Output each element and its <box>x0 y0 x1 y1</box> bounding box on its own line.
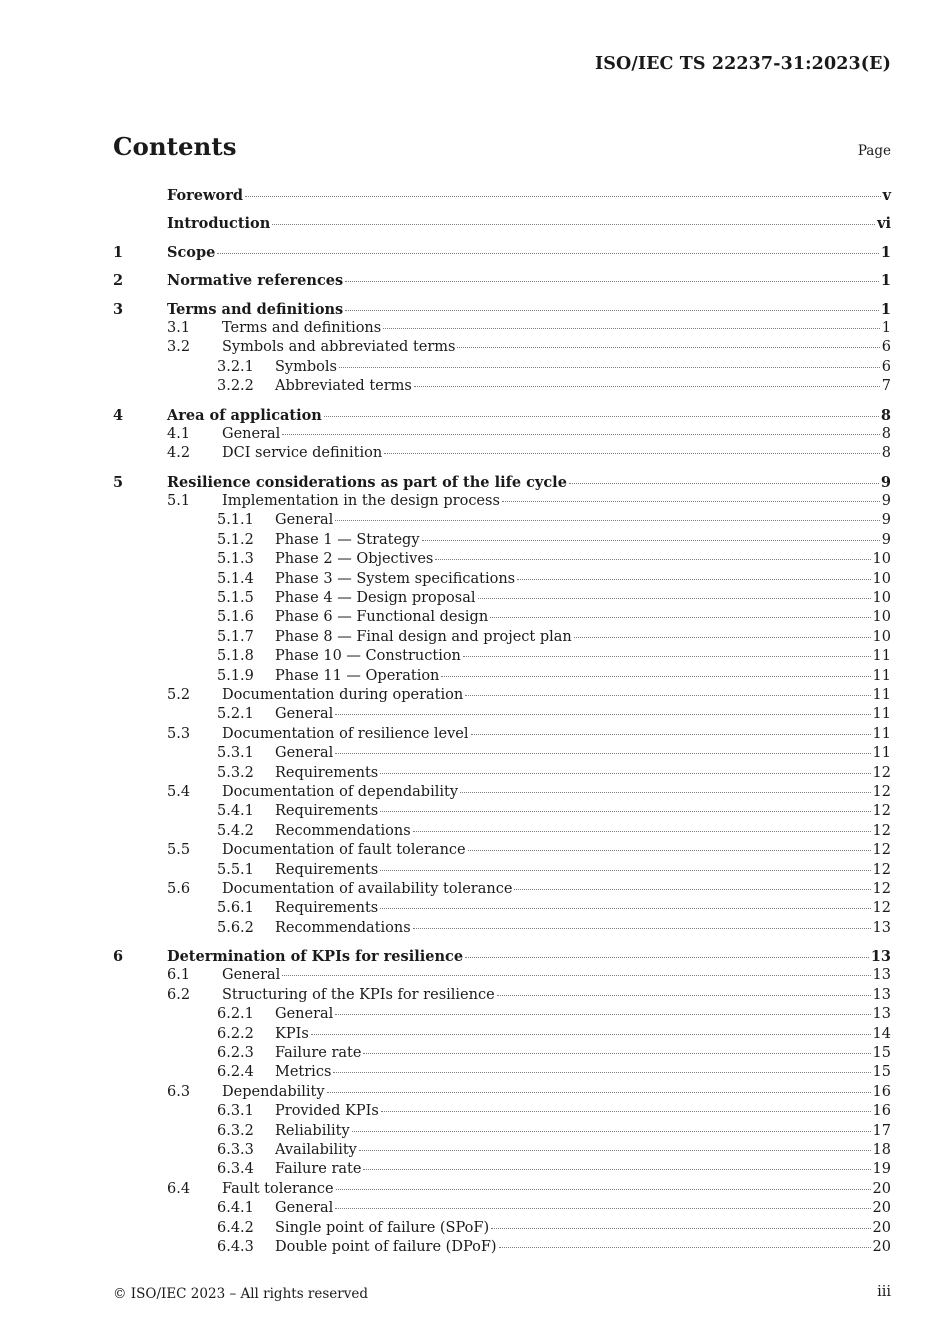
toc-entry-title: Terms and definitions <box>167 300 344 318</box>
toc-entry[interactable] <box>113 473 891 492</box>
dot-leader <box>457 347 879 348</box>
toc-entry-number: 5.1.2 <box>217 531 254 548</box>
toc-entry[interactable] <box>113 406 891 425</box>
toc-entry-title: Failure rate <box>275 1161 362 1178</box>
toc-entry-page: 6 <box>881 339 891 356</box>
toc-entry[interactable] <box>113 570 891 589</box>
toc-entry-page: 1 <box>880 243 891 261</box>
toc-entry-page: 8 <box>880 406 891 424</box>
toc-entry[interactable] <box>113 1025 891 1044</box>
dot-leader <box>435 559 870 560</box>
toc-entry-page: 12 <box>872 900 891 917</box>
toc-entry-title: Phase 10 — Construction <box>275 648 461 665</box>
toc-entry-number: 4.2 <box>167 445 191 462</box>
toc-entry-number: 5.3 <box>167 725 191 742</box>
dot-leader <box>335 714 870 715</box>
dot-leader <box>478 598 871 599</box>
toc-entry-title: Double point of failure (DPoF) <box>275 1238 497 1255</box>
toc-entry-number: 6.2.2 <box>217 1025 254 1042</box>
toc-entry[interactable] <box>113 271 891 290</box>
toc-entry-title: Phase 11 — Operation <box>275 667 440 684</box>
toc-entry-title: Introduction <box>167 215 271 233</box>
toc-entry-number: 6.4.3 <box>217 1238 254 1255</box>
toc-entry[interactable] <box>113 919 891 938</box>
dot-leader <box>574 637 871 638</box>
dot-leader <box>380 811 870 812</box>
dot-leader <box>441 676 870 677</box>
dot-leader <box>465 695 870 696</box>
toc-entry-number: 5.3.2 <box>217 764 254 781</box>
toc-entry-title: Area of application <box>167 406 322 424</box>
toc-entry-number: 5.3.1 <box>217 745 254 762</box>
toc-entry[interactable] <box>113 444 891 463</box>
dot-leader <box>335 753 870 754</box>
toc-entry-number: 6.3.4 <box>217 1161 254 1178</box>
toc-entry-number: 6 <box>113 948 124 966</box>
toc-entry[interactable] <box>113 1122 891 1141</box>
toc-entry[interactable] <box>113 1063 891 1082</box>
toc-entry[interactable] <box>113 822 891 841</box>
toc-entry-title: Abbreviated terms <box>275 378 412 395</box>
dot-leader <box>491 1228 870 1229</box>
toc-entry[interactable] <box>113 686 891 705</box>
toc-entry-page: 6 <box>881 358 891 375</box>
toc-entry-title: Phase 4 — Design proposal <box>275 590 476 607</box>
toc-entry-title: Implementation in the design process <box>222 493 500 510</box>
toc-entry[interactable] <box>113 531 891 550</box>
toc-entry-page: 9 <box>881 512 891 529</box>
toc-entry-number: 4 <box>113 406 124 424</box>
dot-leader <box>327 1092 871 1093</box>
dot-leader <box>460 792 871 793</box>
toc-entry-page: 10 <box>872 570 891 587</box>
dot-leader <box>463 656 871 657</box>
toc-entry[interactable] <box>113 358 891 377</box>
toc-entry-number: 5 <box>113 473 124 491</box>
toc-entry-number: 6.4.1 <box>217 1200 254 1217</box>
toc-entry-number: 5.4.2 <box>217 822 254 839</box>
toc-entry[interactable] <box>113 725 891 744</box>
dot-leader <box>465 957 869 958</box>
toc-entry-number: 6.4 <box>167 1180 191 1197</box>
toc-entry-number: 5.6.1 <box>217 900 254 917</box>
dot-leader <box>245 196 881 197</box>
toc-entry-title: Symbols and abbreviated terms <box>222 339 456 356</box>
toc-entry-title: Symbols <box>275 358 337 375</box>
toc-entry-title: Requirements <box>275 764 379 781</box>
toc-entry-number: 6.2.4 <box>217 1064 254 1081</box>
dot-leader <box>380 870 870 871</box>
toc-entry[interactable] <box>113 802 891 821</box>
copyright-notice: © ISO/IEC 2023 – All rights reserved <box>113 1286 368 1302</box>
toc-entry-number: 6.3.3 <box>217 1141 254 1158</box>
toc-entry-page: 14 <box>872 1025 891 1042</box>
toc-entry-number: 6.2 <box>167 986 191 1003</box>
toc-entry-title: Failure rate <box>275 1045 362 1062</box>
toc-entry-page: 20 <box>872 1238 891 1255</box>
toc-entry-page: 10 <box>872 551 891 568</box>
toc-entry[interactable] <box>113 899 891 918</box>
toc-entry-page: 10 <box>872 609 891 626</box>
dot-leader <box>272 224 875 225</box>
dot-leader <box>363 1169 870 1170</box>
toc-entry-number: 3.2 <box>167 339 191 356</box>
toc-entry-title: Fault tolerance <box>222 1180 334 1197</box>
toc-entry-page: 15 <box>872 1045 891 1062</box>
toc-entry-page: 18 <box>872 1141 891 1158</box>
toc-entry-title: Foreword <box>167 187 243 204</box>
toc-entry[interactable] <box>113 764 891 783</box>
dot-leader <box>363 1053 870 1054</box>
toc-entry-title: Metrics <box>275 1064 332 1081</box>
toc-entry-number: 6.3.2 <box>217 1122 254 1139</box>
toc-entry[interactable] <box>113 589 891 608</box>
toc-entry[interactable] <box>113 1199 891 1218</box>
toc-entry-title: Structuring of the KPIs for resilience <box>222 986 495 1003</box>
toc-entry-number: 6.4.2 <box>217 1219 254 1236</box>
dot-leader <box>468 850 871 851</box>
toc-entry-title: Availability <box>275 1141 357 1158</box>
toc-entry-title: Documentation of availability tolerance <box>222 880 513 897</box>
dot-leader <box>383 328 880 329</box>
toc-entry[interactable] <box>113 1180 891 1199</box>
toc-entry-page: 1 <box>881 319 891 336</box>
toc-entry-number: 5.1.7 <box>217 628 254 645</box>
dot-leader <box>333 1072 870 1073</box>
toc-entry-page: 11 <box>872 725 891 742</box>
contents-title: Contents <box>113 132 237 161</box>
toc-entry-number: 5.1.4 <box>217 570 254 587</box>
toc-entry[interactable] <box>113 1005 891 1024</box>
toc-entry[interactable] <box>113 243 891 262</box>
toc-entry[interactable] <box>113 186 891 205</box>
toc-entry-title: General <box>222 425 281 442</box>
toc-entry-number: 5.1.6 <box>217 609 254 626</box>
toc-entry-title: Determination of KPIs for resilience <box>167 948 464 966</box>
toc-entry-number: 5.1 <box>167 493 191 510</box>
toc-entry[interactable] <box>113 214 891 233</box>
toc-entry-page: 15 <box>872 1064 891 1081</box>
toc-entry-title: General <box>275 745 334 762</box>
dot-leader <box>499 1247 871 1248</box>
toc-entry-page: vi <box>877 215 891 233</box>
toc-entry-title: Single point of failure (SPoF) <box>275 1219 490 1236</box>
toc-entry-number: 5.1.8 <box>217 648 254 665</box>
toc-entry[interactable] <box>113 1160 891 1179</box>
toc-entry[interactable] <box>113 338 891 357</box>
toc-entry-page: 11 <box>872 745 891 762</box>
toc-entry-title: Recommendations <box>275 919 411 936</box>
toc-entry-title: Documentation of resilience level <box>222 725 469 742</box>
dot-leader <box>569 483 879 484</box>
toc-entry-page: 1 <box>880 300 891 318</box>
toc-entry-page: 20 <box>872 1200 891 1217</box>
toc-entry-title: Requirements <box>275 861 379 878</box>
toc-entry-number: 2 <box>113 272 124 290</box>
toc-entry-number: 5.4.1 <box>217 803 254 820</box>
toc-entry-title: Dependability <box>222 1083 325 1100</box>
toc-entry-page: 12 <box>872 842 891 859</box>
toc-entry-number: 5.2.1 <box>217 706 254 723</box>
toc-entry[interactable] <box>113 647 891 666</box>
toc-entry-title: KPIs <box>275 1025 309 1042</box>
toc-entry-page: 13 <box>872 919 891 936</box>
toc-entry-page: 11 <box>872 706 891 723</box>
toc-entry-page: 16 <box>872 1083 891 1100</box>
toc-entry-title: Scope <box>167 243 216 261</box>
toc-entry[interactable] <box>113 861 891 880</box>
toc-entry-page: 13 <box>872 1006 891 1023</box>
toc-entry-number: 6.3 <box>167 1083 191 1100</box>
toc-entry-page: 9 <box>881 493 891 510</box>
dot-leader <box>413 831 871 832</box>
toc-entry-page: 12 <box>872 803 891 820</box>
dot-leader <box>345 310 879 311</box>
dot-leader <box>352 1131 871 1132</box>
toc-entry-number: 5.4 <box>167 783 191 800</box>
toc-entry[interactable] <box>113 744 891 763</box>
toc-entry-page: 12 <box>872 861 891 878</box>
toc-entry[interactable] <box>113 705 891 724</box>
toc-entry-title: Documentation of dependability <box>222 783 459 800</box>
toc-entry[interactable] <box>113 425 891 444</box>
dot-leader <box>217 253 879 254</box>
toc-entry[interactable] <box>113 1238 891 1257</box>
page-column-label: Page <box>857 143 891 159</box>
document-id: ISO/IEC TS 22237-31:2023(E) <box>594 54 891 74</box>
toc-entry[interactable] <box>113 1219 891 1238</box>
toc-entry-title: Provided KPIs <box>275 1103 379 1120</box>
toc-entry-page: 7 <box>881 378 891 395</box>
dot-leader <box>359 1150 871 1151</box>
dot-leader <box>335 520 879 521</box>
dot-leader <box>282 434 879 435</box>
toc-entry[interactable] <box>113 628 891 647</box>
toc-entry[interactable] <box>113 1102 891 1121</box>
toc-entry-title: Phase 2 — Objectives <box>275 551 434 568</box>
toc-entry[interactable] <box>113 492 891 511</box>
toc-entry[interactable] <box>113 986 891 1005</box>
toc-entry-number: 5.2 <box>167 686 191 703</box>
toc-entry-page: 16 <box>872 1103 891 1120</box>
toc-entry[interactable] <box>113 667 891 686</box>
toc-entry-title: General <box>275 706 334 723</box>
toc-entry-number: 5.6 <box>167 880 191 897</box>
toc-entry-number: 3.2.2 <box>217 378 254 395</box>
toc-entry-number: 6.1 <box>167 967 191 984</box>
toc-entry-title: Requirements <box>275 803 379 820</box>
toc-entry-title: Phase 3 — System specifications <box>275 570 516 587</box>
toc-entry-page: 20 <box>872 1180 891 1197</box>
dot-leader <box>339 367 880 368</box>
toc-entry-page: 19 <box>872 1161 891 1178</box>
toc-entry-title: Documentation of fault tolerance <box>222 842 466 859</box>
toc-entry-page: 8 <box>881 425 891 442</box>
toc-entry-number: 5.1.9 <box>217 667 254 684</box>
toc-entry-page: 12 <box>872 764 891 781</box>
toc-entry-page: 11 <box>872 667 891 684</box>
toc-entry-page: 9 <box>880 473 891 491</box>
toc-entry-number: 3.2.1 <box>217 358 254 375</box>
toc-entry-page: v <box>882 187 891 204</box>
toc-entry-page: 13 <box>872 986 891 1003</box>
toc-entry-number: 5.1.3 <box>217 551 254 568</box>
toc-entry-page: 10 <box>872 590 891 607</box>
dot-leader <box>324 416 879 417</box>
dot-leader <box>311 1034 871 1035</box>
toc-entry-number: 5.5.1 <box>217 861 254 878</box>
dot-leader <box>422 540 880 541</box>
toc-entry[interactable] <box>113 966 891 985</box>
toc-entry-page: 12 <box>872 880 891 897</box>
toc-entry-number: 5.1.5 <box>217 590 254 607</box>
toc-entry[interactable] <box>113 377 891 396</box>
toc-entry-title: Resilience considerations as part of the life cycle <box>167 473 567 491</box>
toc-entry[interactable] <box>113 511 891 530</box>
toc-entry-page: 8 <box>881 445 891 462</box>
toc-entry-title: Phase 1 — Strategy <box>275 531 420 548</box>
toc-entry[interactable] <box>113 1044 891 1063</box>
dot-leader <box>335 1014 870 1015</box>
toc-entry-title: Phase 8 — Final design and project plan <box>275 628 572 645</box>
dot-leader <box>345 281 879 282</box>
dot-leader <box>490 617 870 618</box>
toc-entry-page: 13 <box>870 948 891 966</box>
toc-entry[interactable] <box>113 550 891 569</box>
toc-entry-number: 4.1 <box>167 425 191 442</box>
toc-entry-page: 11 <box>872 686 891 703</box>
dot-leader <box>336 1189 871 1190</box>
dot-leader <box>282 975 870 976</box>
toc-entry-page: 9 <box>881 531 891 548</box>
dot-leader <box>471 734 871 735</box>
toc-entry-number: 5.1.1 <box>217 512 254 529</box>
toc-entry-title: General <box>275 512 334 529</box>
toc-entry[interactable] <box>113 319 891 338</box>
toc-entry[interactable] <box>113 880 891 899</box>
dot-leader <box>414 386 880 387</box>
dot-leader <box>335 1208 870 1209</box>
toc-entry-title: Recommendations <box>275 822 411 839</box>
toc-entry-page: 10 <box>872 628 891 645</box>
toc-entry-title: General <box>275 1006 334 1023</box>
toc-entry[interactable] <box>113 608 891 627</box>
toc-entry-page: 20 <box>872 1219 891 1236</box>
toc-entry[interactable] <box>113 947 891 966</box>
dot-leader <box>381 1111 871 1112</box>
toc-entry-page: 13 <box>872 967 891 984</box>
toc-entry-page: 1 <box>880 272 891 290</box>
table-of-contents <box>113 186 891 1257</box>
toc-entry-number: 5.5 <box>167 842 191 859</box>
dot-leader <box>380 908 870 909</box>
toc-entry[interactable] <box>113 1141 891 1160</box>
toc-entry-title: Requirements <box>275 900 379 917</box>
toc-entry-number: 5.6.2 <box>217 919 254 936</box>
toc-entry[interactable] <box>113 300 891 319</box>
toc-entry-number: 6.2.1 <box>217 1006 254 1023</box>
toc-entry-title: Phase 6 — Functional design <box>275 609 489 626</box>
dot-leader <box>413 928 871 929</box>
toc-entry-title: Terms and definitions <box>222 319 382 336</box>
toc-entry-number: 6.2.3 <box>217 1045 254 1062</box>
dot-leader <box>502 501 880 502</box>
dot-leader <box>384 453 880 454</box>
toc-entry-title: General <box>275 1200 334 1217</box>
toc-entry[interactable] <box>113 1083 891 1102</box>
toc-entry-page: 12 <box>872 783 891 800</box>
toc-entry-title: Normative references <box>167 272 344 290</box>
page-number: iii <box>877 1284 891 1300</box>
toc-entry-title: DCI service definition <box>222 445 383 462</box>
toc-entry[interactable] <box>113 841 891 860</box>
toc-entry-page: 12 <box>872 822 891 839</box>
toc-entry-title: General <box>222 967 281 984</box>
dot-leader <box>517 579 870 580</box>
toc-entry-number: 3 <box>113 300 124 318</box>
toc-entry-page: 17 <box>872 1122 891 1139</box>
dot-leader <box>514 889 870 890</box>
toc-entry-title: Documentation during operation <box>222 686 464 703</box>
toc-entry[interactable] <box>113 783 891 802</box>
toc-entry-page: 11 <box>872 648 891 665</box>
dot-leader <box>497 995 871 996</box>
dot-leader <box>380 773 870 774</box>
toc-entry-number: 1 <box>113 243 124 261</box>
toc-entry-title: Reliability <box>275 1122 350 1139</box>
toc-entry-number: 6.3.1 <box>217 1103 254 1120</box>
toc-entry-number: 3.1 <box>167 319 191 336</box>
